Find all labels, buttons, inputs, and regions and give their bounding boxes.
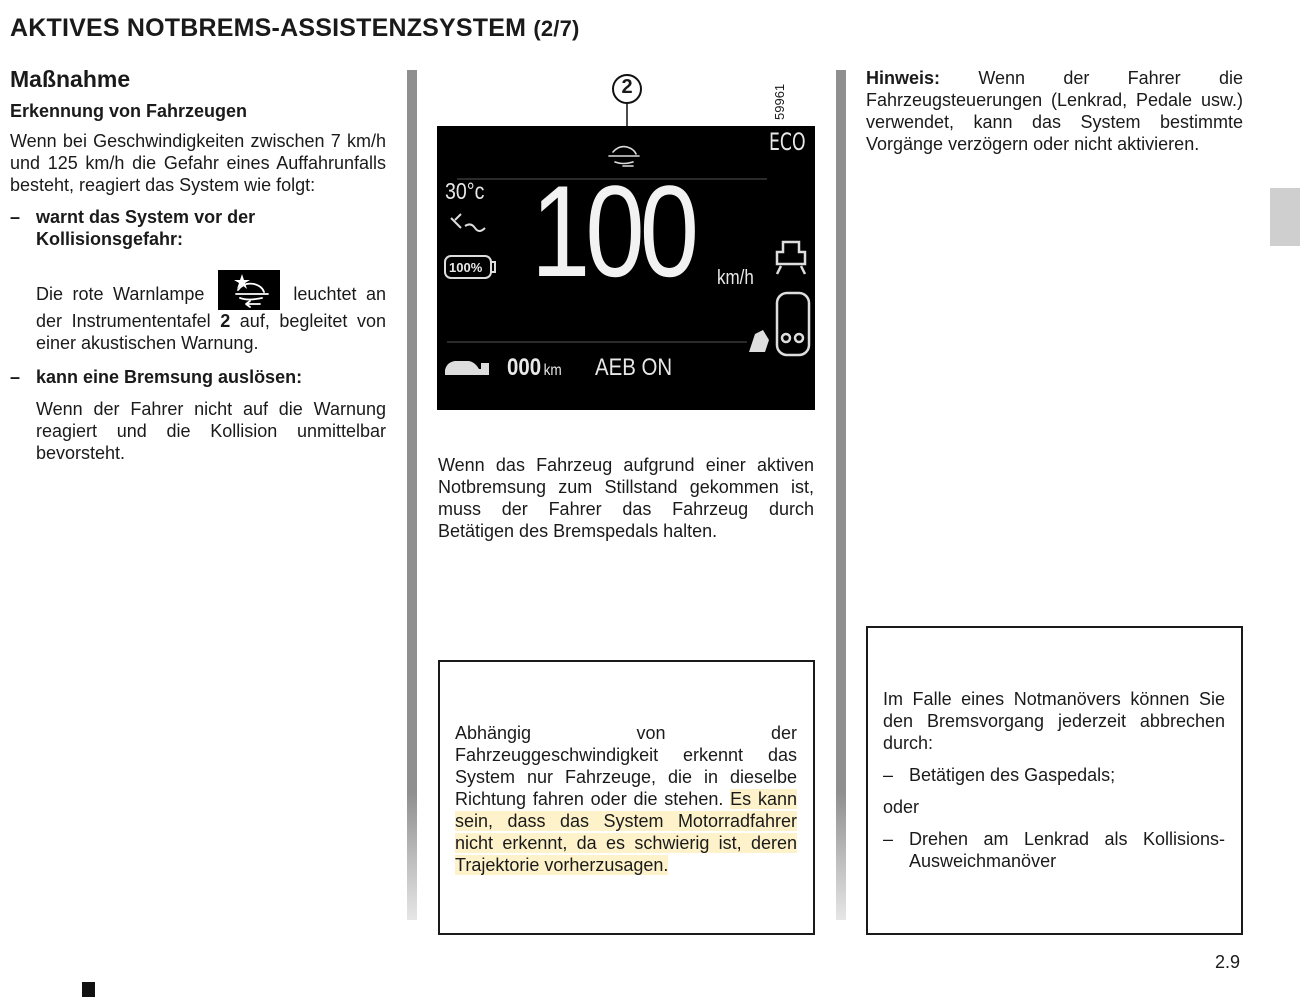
hint-text: Wenn der Fahrer die Fahrzeugsteuerungen (Lenkrad, Pedale usw.) verwendet, kann das System bestimmte Vorgänge verzögern oder nicht aktivieren. [866, 68, 1243, 154]
hint-label: Hinweis: [866, 68, 941, 88]
hint-paragraph [866, 67, 1243, 155]
corner-mark [82, 982, 95, 997]
instrument-ref: 2 [220, 311, 231, 331]
title-fraction: (2/7) [533, 16, 580, 41]
abort-or: oder [883, 797, 920, 817]
aeb-status: AEB ON [595, 354, 673, 381]
odometer [507, 354, 562, 382]
motorcycle-warning-highlight: Es kann sein, dass das System Motorradfahrer nicht erkennt, da es schwierig ist, deren Trajektorie vorherzusagen. [455, 789, 797, 875]
column-divider-right [836, 70, 846, 920]
title-text: AKTIVES NOTBREMS-ASSISTENZSYSTEM [10, 14, 527, 42]
intro-paragraph: Wenn bei Geschwindigkeiten zwischen 7 km/h und 125 km/h die Gefahr eines Auffahrunfalls besteht, reagiert das System wie folgt: [10, 131, 386, 195]
abort-item-steering: – Drehen am Lenkrad als Kollisions-Ausweichmanöver [883, 828, 1225, 872]
dashboard-figure [437, 70, 815, 410]
collision-warning-icon [218, 270, 280, 310]
callout-number: 2 [621, 76, 633, 98]
column-divider-left [407, 70, 417, 920]
left-column [10, 64, 386, 464]
warn-text-after-a: leuchtet an der Instrumententafel [36, 284, 386, 331]
item-brake-title: – kann eine Bremsung auslösen: [10, 366, 386, 388]
warn-text-before: Die rote Warnlampe [36, 284, 205, 304]
page-number: 2.9 [1215, 952, 1241, 972]
eco-mode: ECO [769, 128, 806, 156]
item-brake-text: Wenn der Fahrer nicht auf die Warnung reagiert und die Kollision unmittelbar bevorsteht. [36, 399, 386, 463]
item-warn-title: – warnt das System vor der Kollisionsgefahr: [10, 206, 386, 250]
battery-level: 100% [449, 260, 483, 275]
chapter-tab [1270, 188, 1300, 246]
speed-unit: km/h [717, 267, 754, 289]
item-warn-text [10, 270, 386, 354]
image-reference: 59961 [772, 83, 787, 120]
abort-item-accelerator: – Betätigen des Gaspedals; [883, 764, 1225, 786]
warn-text-after-b: auf, begleitet von einer akustischen Warnung. [36, 311, 386, 353]
subsection-title: Erkennung von Fahrzeugen [10, 101, 248, 121]
detection-notice-box [438, 660, 815, 935]
odometer-unit: km [543, 362, 562, 379]
abort-intro: Im Falle eines Notmanövers können Sie den Bremsvorgang jederzeit abbrechen durch: [883, 689, 1225, 753]
emergency-abort-box [866, 626, 1243, 935]
odometer-value: 000 [507, 354, 542, 381]
speed-value: 100 [531, 158, 695, 304]
detection-text: Abhängig von der Fahrzeuggeschwindigkeit erkennt das System nur Fahrzeuge, die in dieselbe Richtung fahren oder die stehen. [455, 723, 797, 809]
section-title: Maßnahme [10, 66, 131, 92]
standstill-paragraph: Wenn das Fahrzeug aufgrund einer aktiven Notbremsung zum Stillstand gekommen ist, muss der Fahrer das Fahrzeug durch Betätigen des Bremspedals halten. [438, 455, 814, 541]
temperature: 30°c [445, 178, 485, 204]
page-title [10, 14, 580, 43]
